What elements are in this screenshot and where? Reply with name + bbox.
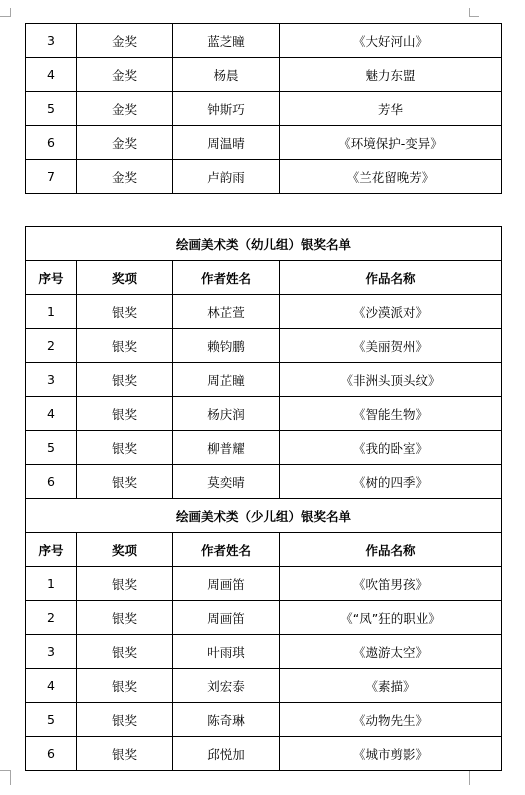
row-number: 3 bbox=[26, 635, 77, 669]
gold-award-table bbox=[25, 23, 502, 194]
award-cell: 银奖 bbox=[77, 397, 173, 431]
award-cell: 金奖 bbox=[77, 126, 173, 160]
table-row bbox=[26, 567, 502, 601]
work-title-cell: 《树的四季》 bbox=[280, 465, 502, 499]
table-row bbox=[26, 397, 502, 431]
table-row bbox=[26, 24, 502, 58]
crop-mark bbox=[0, 770, 10, 771]
work-title-cell: 魅力东盟 bbox=[280, 58, 502, 92]
header-award: 奖项 bbox=[77, 261, 173, 295]
award-cell: 银奖 bbox=[77, 329, 173, 363]
table-row bbox=[26, 126, 502, 160]
crop-mark bbox=[470, 16, 479, 17]
work-title-cell: 《美丽贺州》 bbox=[280, 329, 502, 363]
table-row bbox=[26, 669, 502, 703]
table-row bbox=[26, 295, 502, 329]
table-row bbox=[26, 160, 502, 194]
header-award: 奖项 bbox=[77, 533, 173, 567]
award-cell: 银奖 bbox=[77, 465, 173, 499]
header-number: 序号 bbox=[26, 533, 77, 567]
author-cell: 周芷瞳 bbox=[173, 363, 280, 397]
work-title-cell: 《智能生物》 bbox=[280, 397, 502, 431]
youth-silver-title: 绘画美术类（少儿组）银奖名单 bbox=[26, 499, 502, 533]
author-cell: 杨庆润 bbox=[173, 397, 280, 431]
award-cell: 金奖 bbox=[77, 160, 173, 194]
row-number: 1 bbox=[26, 567, 77, 601]
author-cell: 周温晴 bbox=[173, 126, 280, 160]
author-cell: 周画笛 bbox=[173, 567, 280, 601]
row-number: 4 bbox=[26, 669, 77, 703]
section-title-row bbox=[26, 227, 502, 261]
award-cell: 银奖 bbox=[77, 601, 173, 635]
award-cell: 金奖 bbox=[77, 24, 173, 58]
work-title-cell: 《城市剪影》 bbox=[280, 737, 502, 771]
row-number: 5 bbox=[26, 92, 77, 126]
row-number: 1 bbox=[26, 295, 77, 329]
table-row bbox=[26, 601, 502, 635]
work-title-cell: 《素描》 bbox=[280, 669, 502, 703]
crop-mark bbox=[469, 770, 470, 785]
author-cell: 刘宏泰 bbox=[173, 669, 280, 703]
header-work-title: 作品名称 bbox=[280, 533, 502, 567]
row-number: 6 bbox=[26, 465, 77, 499]
table-row bbox=[26, 92, 502, 126]
table-row bbox=[26, 465, 502, 499]
header-work-title: 作品名称 bbox=[280, 261, 502, 295]
author-cell: 叶雨琪 bbox=[173, 635, 280, 669]
work-title-cell: 《动物先生》 bbox=[280, 703, 502, 737]
row-number: 5 bbox=[26, 703, 77, 737]
row-number: 7 bbox=[26, 160, 77, 194]
header-number: 序号 bbox=[26, 261, 77, 295]
author-cell: 莫奕晴 bbox=[173, 465, 280, 499]
work-title-cell: 芳华 bbox=[280, 92, 502, 126]
work-title-cell: 《遨游太空》 bbox=[280, 635, 502, 669]
table-row bbox=[26, 635, 502, 669]
table-row bbox=[26, 58, 502, 92]
author-cell: 林芷萱 bbox=[173, 295, 280, 329]
author-cell: 卢韵雨 bbox=[173, 160, 280, 194]
author-cell: 杨晨 bbox=[173, 58, 280, 92]
header-row bbox=[26, 261, 502, 295]
award-cell: 银奖 bbox=[77, 363, 173, 397]
award-cell: 银奖 bbox=[77, 567, 173, 601]
work-title-cell: 《环境保护-变异》 bbox=[280, 126, 502, 160]
table-row bbox=[26, 703, 502, 737]
table-row bbox=[26, 329, 502, 363]
row-number: 3 bbox=[26, 24, 77, 58]
work-title-cell: 《兰花留晚芳》 bbox=[280, 160, 502, 194]
header-author: 作者姓名 bbox=[173, 261, 280, 295]
author-cell: 柳普耀 bbox=[173, 431, 280, 465]
author-cell: 邱悦加 bbox=[173, 737, 280, 771]
row-number: 5 bbox=[26, 431, 77, 465]
award-cell: 金奖 bbox=[77, 92, 173, 126]
award-cell: 银奖 bbox=[77, 737, 173, 771]
work-title-cell: 《我的卧室》 bbox=[280, 431, 502, 465]
header-author: 作者姓名 bbox=[173, 533, 280, 567]
header-row bbox=[26, 533, 502, 567]
author-cell: 陈奇琳 bbox=[173, 703, 280, 737]
crop-mark bbox=[10, 8, 11, 17]
author-cell: 周画笛 bbox=[173, 601, 280, 635]
row-number: 2 bbox=[26, 601, 77, 635]
work-title-cell: 《沙漠派对》 bbox=[280, 295, 502, 329]
table-row bbox=[26, 737, 502, 771]
work-title-cell: 《非洲头顶头纹》 bbox=[280, 363, 502, 397]
row-number: 3 bbox=[26, 363, 77, 397]
kindergarten-silver-title: 绘画美术类（幼儿组）银奖名单 bbox=[26, 227, 502, 261]
award-cell: 金奖 bbox=[77, 58, 173, 92]
author-cell: 赖钧鹏 bbox=[173, 329, 280, 363]
table-row bbox=[26, 431, 502, 465]
row-number: 4 bbox=[26, 58, 77, 92]
author-cell: 蓝芝瞳 bbox=[173, 24, 280, 58]
crop-mark bbox=[0, 16, 10, 17]
work-title-cell: 《大好河山》 bbox=[280, 24, 502, 58]
work-title-cell: 《“凤”狂的职业》 bbox=[280, 601, 502, 635]
award-cell: 银奖 bbox=[77, 431, 173, 465]
silver-award-table bbox=[25, 226, 502, 771]
table-row bbox=[26, 363, 502, 397]
crop-mark bbox=[10, 770, 11, 785]
award-cell: 银奖 bbox=[77, 669, 173, 703]
award-cell: 银奖 bbox=[77, 635, 173, 669]
row-number: 4 bbox=[26, 397, 77, 431]
award-cell: 银奖 bbox=[77, 295, 173, 329]
author-cell: 钟斯巧 bbox=[173, 92, 280, 126]
row-number: 6 bbox=[26, 126, 77, 160]
award-cell: 银奖 bbox=[77, 703, 173, 737]
row-number: 2 bbox=[26, 329, 77, 363]
row-number: 6 bbox=[26, 737, 77, 771]
work-title-cell: 《吹笛男孩》 bbox=[280, 567, 502, 601]
section-title-row bbox=[26, 499, 502, 533]
